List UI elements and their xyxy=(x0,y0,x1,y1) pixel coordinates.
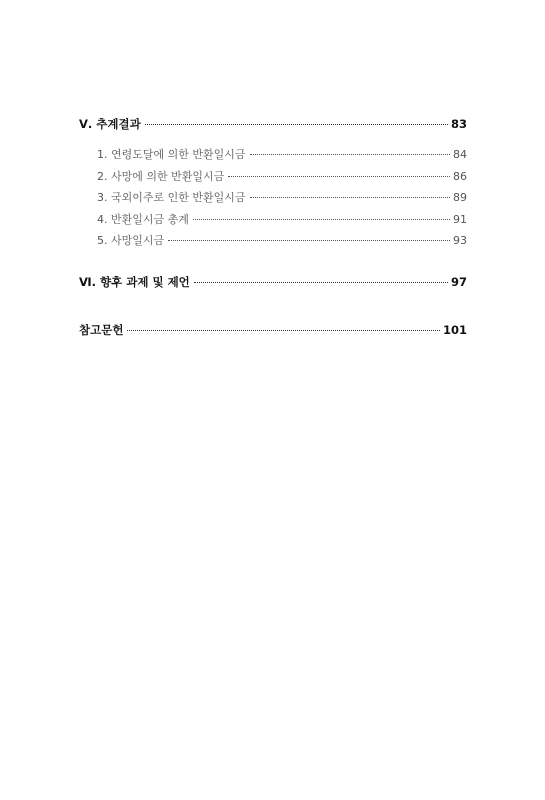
toc-item-page: 86 xyxy=(453,169,467,183)
dot-leader xyxy=(168,240,450,241)
toc-item-title: 3. 국외이주로 인한 반환일시금 xyxy=(97,191,246,204)
dot-leader xyxy=(194,282,448,283)
toc-chapter-6[interactable] xyxy=(79,272,467,292)
toc-item-5-5[interactable] xyxy=(79,230,467,252)
toc-item-page: 93 xyxy=(453,234,467,247)
toc-item-title: 5. 사망일시금 xyxy=(97,234,165,247)
toc-chapter-5[interactable] xyxy=(79,114,467,134)
dot-leader xyxy=(193,219,450,220)
toc-item-5-1[interactable] xyxy=(79,144,467,166)
toc-chapter-6-page: 97 xyxy=(450,274,467,289)
toc-item-title: 2. 사망에 의한 반환일시금 xyxy=(97,169,225,183)
table-of-contents xyxy=(79,114,467,340)
toc-item-5-4[interactable] xyxy=(79,209,467,231)
toc-references-page: 101 xyxy=(442,322,467,337)
toc-chapter-5-title: Ⅴ. 추계결과 xyxy=(79,117,141,131)
toc-references-title: 참고문헌 xyxy=(79,322,124,337)
toc-chapter-6-title: Ⅵ. 향후 과제 및 제언 xyxy=(79,274,190,289)
toc-item-title: 4. 반환일시금 총계 xyxy=(97,212,189,226)
dot-leader xyxy=(250,154,451,155)
toc-references[interactable] xyxy=(79,320,467,340)
toc-item-title: 1. 연령도달에 의한 반환일시금 xyxy=(97,148,246,161)
dot-leader xyxy=(228,176,450,177)
toc-item-page: 91 xyxy=(453,212,467,226)
toc-item-5-2[interactable] xyxy=(79,166,467,188)
toc-chapter-5-page: 83 xyxy=(450,117,467,131)
dot-leader xyxy=(127,330,440,331)
dot-leader xyxy=(250,197,451,198)
toc-item-page: 89 xyxy=(453,191,467,204)
dot-leader xyxy=(145,124,448,125)
toc-item-page: 84 xyxy=(453,148,467,161)
toc-item-5-3[interactable] xyxy=(79,187,467,209)
